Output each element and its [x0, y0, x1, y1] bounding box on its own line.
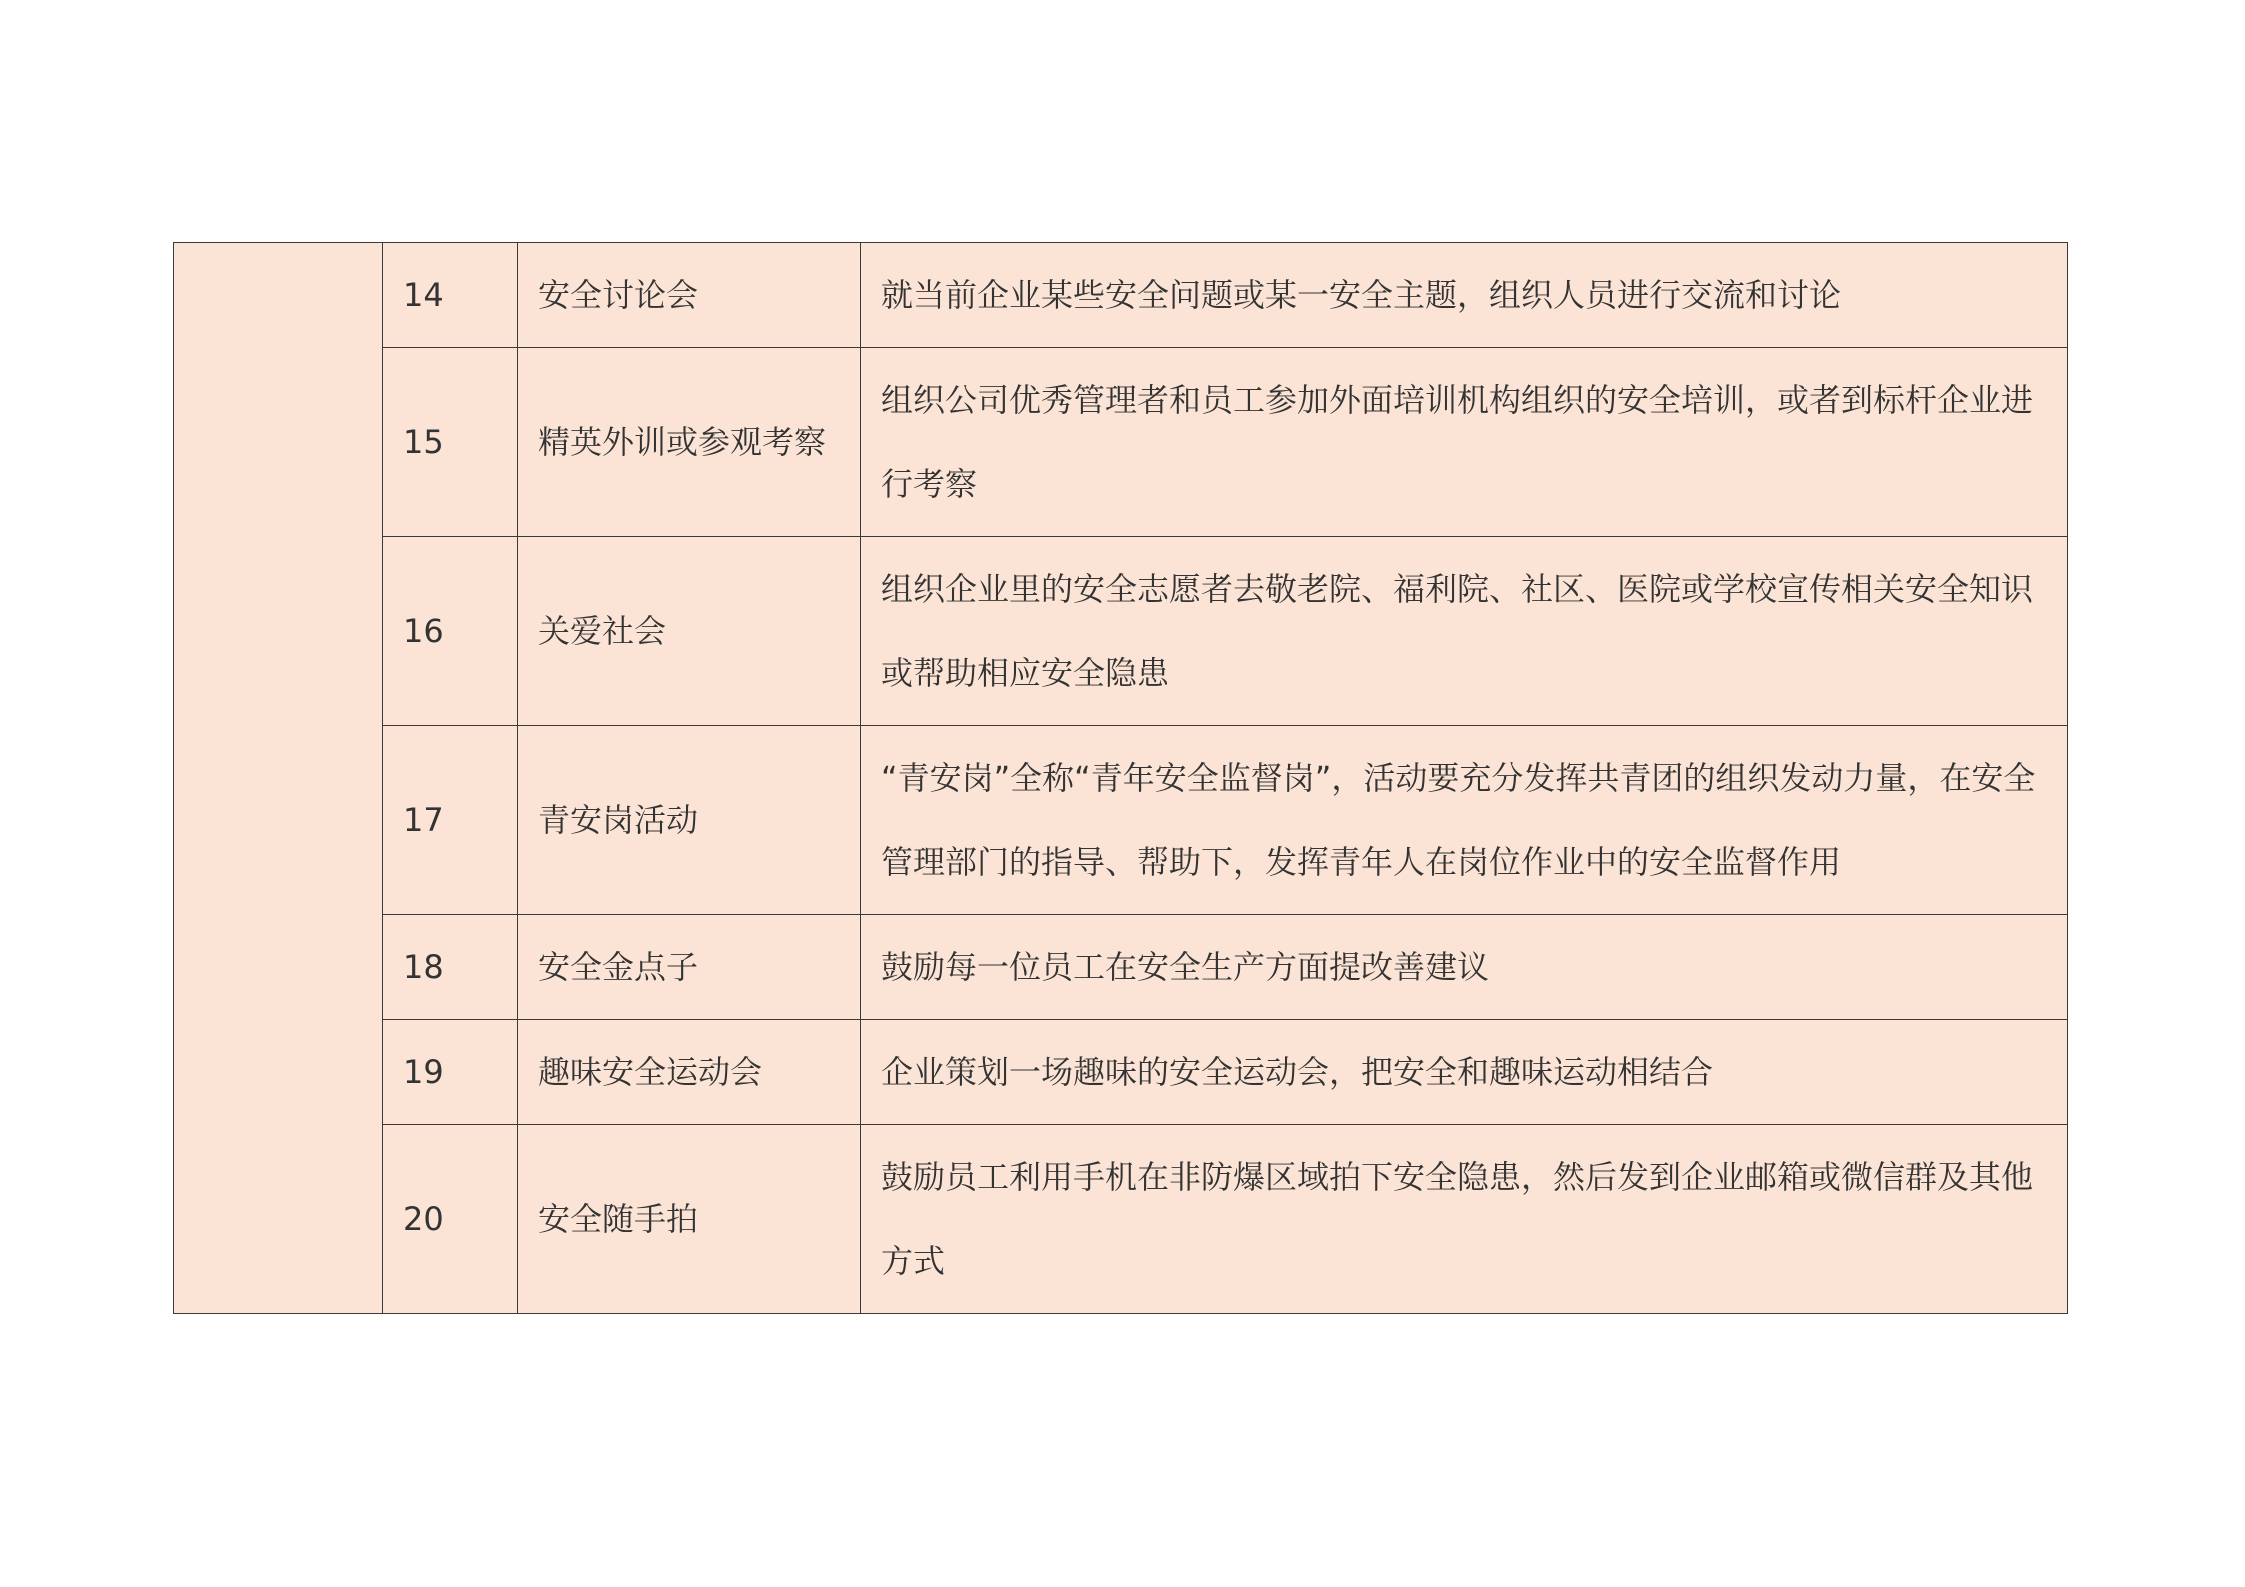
activity-name: 安全讨论会: [518, 243, 861, 348]
row-number: 14: [383, 243, 518, 348]
row-number: 16: [383, 537, 518, 726]
activity-description: “青安岗”全称“青年安全监督岗”，活动要充分发挥共青团的组织发动力量，在安全管理部门的指导、帮助下，发挥青年人在岗位作业中的安全监督作用: [861, 726, 2068, 915]
activity-description: 组织公司优秀管理者和员工参加外面培训机构组织的安全培训，或者到标杆企业进行考察: [861, 348, 2068, 537]
table-row: [174, 915, 2068, 1020]
activity-name: 趣味安全运动会: [518, 1020, 861, 1125]
activity-description: 鼓励每一位员工在安全生产方面提改善建议: [861, 915, 2068, 1020]
table-row: [174, 1125, 2068, 1314]
activity-description: 就当前企业某些安全问题或某一安全主题，组织人员进行交流和讨论: [861, 243, 2068, 348]
category-cell: [174, 243, 383, 1314]
row-number: 17: [383, 726, 518, 915]
table-row: [174, 1020, 2068, 1125]
activity-table: [173, 242, 2068, 1314]
activity-table-container: [173, 242, 2068, 1314]
activity-name: 安全金点子: [518, 915, 861, 1020]
table-row: [174, 537, 2068, 726]
activity-name: 青安岗活动: [518, 726, 861, 915]
row-number: 15: [383, 348, 518, 537]
row-number: 18: [383, 915, 518, 1020]
activity-description: 企业策划一场趣味的安全运动会，把安全和趣味运动相结合: [861, 1020, 2068, 1125]
activity-description: 组织企业里的安全志愿者去敬老院、福利院、社区、医院或学校宣传相关安全知识或帮助相应安全隐患: [861, 537, 2068, 726]
activity-name: 关爱社会: [518, 537, 861, 726]
table-row: [174, 348, 2068, 537]
row-number: 19: [383, 1020, 518, 1125]
activity-name: 精英外训或参观考察: [518, 348, 861, 537]
activity-description: 鼓励员工利用手机在非防爆区域拍下安全隐患，然后发到企业邮箱或微信群及其他方式: [861, 1125, 2068, 1314]
activity-name: 安全随手拍: [518, 1125, 861, 1314]
table-row: [174, 243, 2068, 348]
table-row: [174, 726, 2068, 915]
row-number: 20: [383, 1125, 518, 1314]
